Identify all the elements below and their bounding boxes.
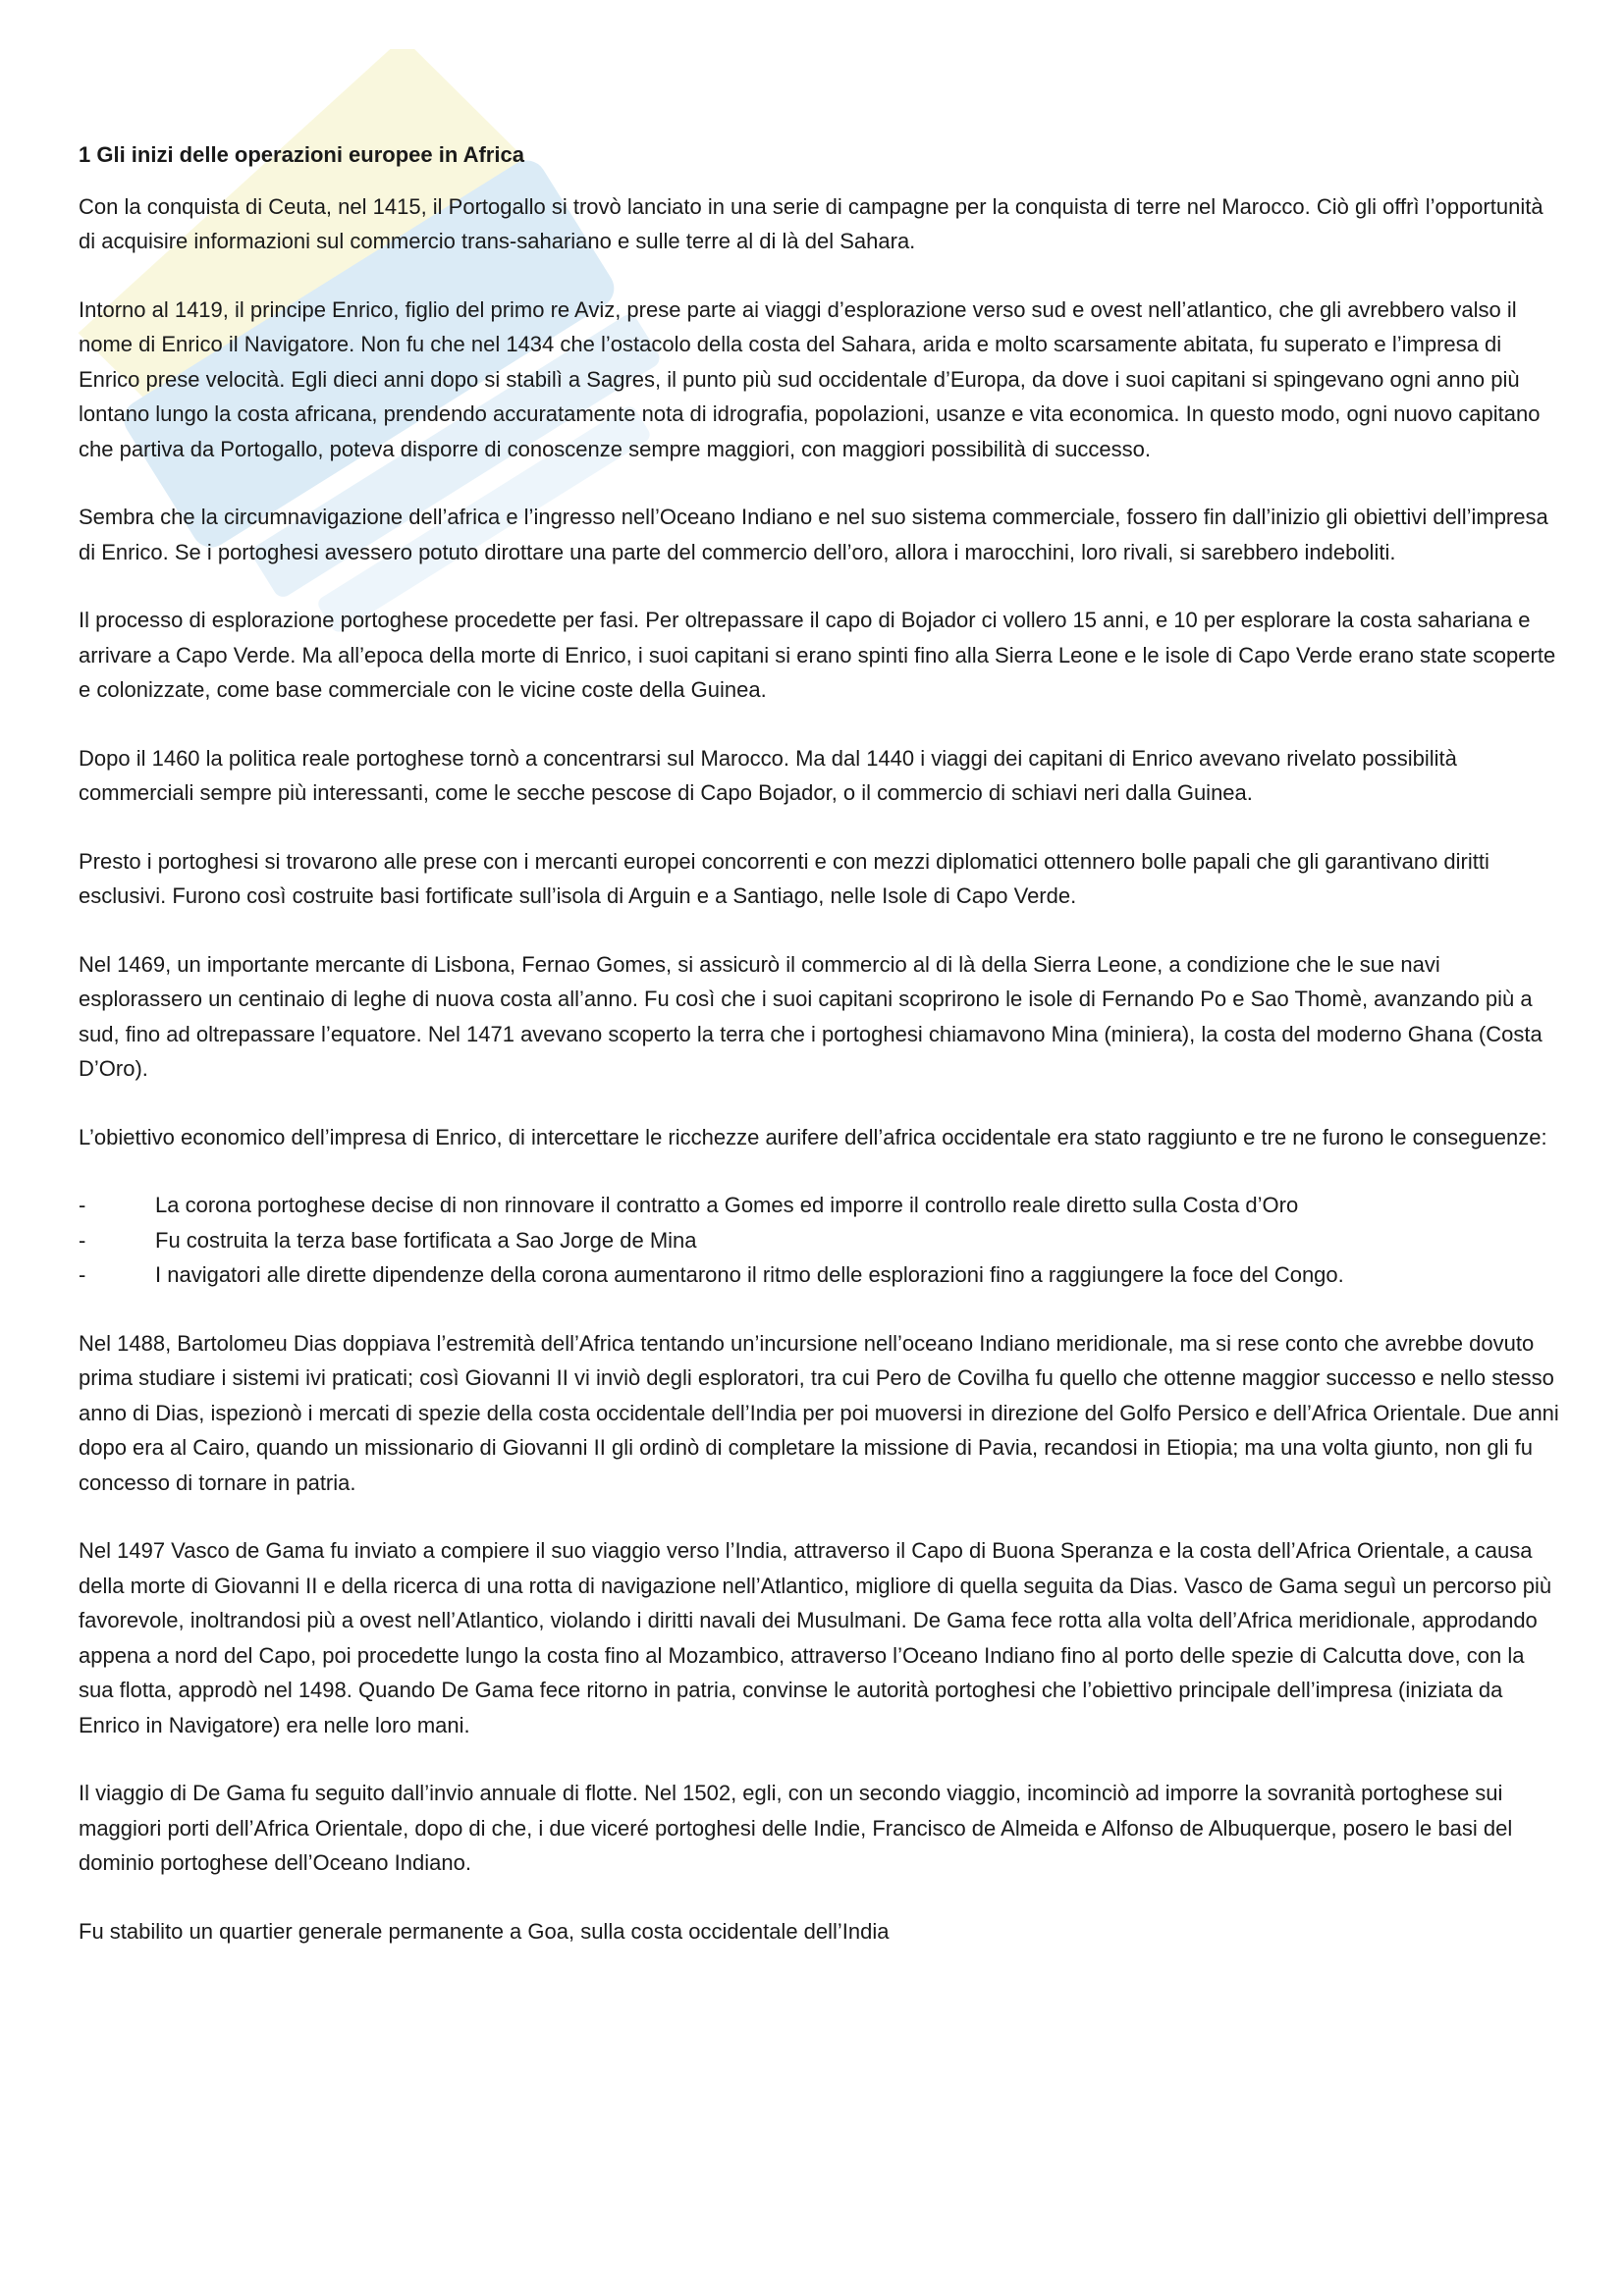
paragraph: L’obiettivo economico dell’impresa di Enrico, di intercettare le ricchezze aurifere dell’africa occidentale era stato raggiunto e tre ne furono le conseguenze:: [79, 1124, 1547, 1149]
list-item-text: Fu costruita la terza base fortificata a Sao Jorge de Mina: [155, 1227, 697, 1253]
paragraph: Presto i portoghesi si trovarono alle prese con i mercanti europei concorrenti e con mezzi diplomatici ottennero bolle papali che gli garantivano diritti esclusivi. Furono così costruite basi fortificate sull’isola di Arguin e a Santiago, nelle Isole di Capo Verde.: [79, 848, 1489, 908]
paragraph: Nel 1497 Vasco de Gama fu inviato a compiere il suo viaggio verso l’India, attraverso il Capo di Buona Speranza e la costa dell’Africa Orientale, a causa della morte di Giovanni II e della ricerca di una rotta di navigazione nell’Atlantico, migliore di quella seguita da Dias. Vasco de Gama seguì un percorso più favorevole, inoltrandosi più a ovest nell’Atlantico, violando i diritti navali dei Musulmani. De Gama fece rotta alla volta dell’Africa meridionale, approdando appena a nord del Capo, poi procedette lungo la costa fino al Mozambico, attraverso l’Oceano Indiano fino al porto delle spezie di Calcutta dove, con la sua flotta, approdò nel 1498. Quando De Gama fece ritorno in patria, convinse le autorità portoghesi che l’obiettivo principale dell’impresa (iniziata da Enrico in Navigatore) era nelle loro mani.: [79, 1538, 1552, 1737]
paragraph: Sembra che la circumnavigazione dell’africa e l’ingresso nell’Oceano Indiano e nel suo sistema commerciale, fossero fin dall’inizio gli obiettivi dell’impresa di Enrico. Se i portoghesi avessero potuto dirottare una parte del commercio dell’oro, allora i marocchini, loro rivali, si sarebbero indeboliti.: [79, 505, 1548, 564]
paragraph: Fu stabilito un quartier generale permanente a Goa, sulla costa occidentale dell’India: [79, 1918, 890, 1944]
list-item-text: La corona portoghese decise di non rinnovare il contratto a Gomes ed imporre il controllo reale diretto sulla Costa d’Oro: [155, 1193, 1299, 1217]
paragraph: Con la conquista di Ceuta, nel 1415, il Portogallo si trovò lanciato in una serie di campagne per la conquista di terre nel Marocco. Ciò gli offrì l’opportunità di acquisire informazioni sul commercio trans-sahariano e sulle terre al di là del Sahara.: [79, 193, 1543, 253]
document-body: [79, 137, 1561, 1982]
paragraph: Intorno al 1419, il principe Enrico, figlio del primo re Aviz, prese parte ai viaggi d’esplorazione verso sud e ovest nell’atlantico, che gli avrebbero valso il nome di Enrico il Navigatore. Non fu che nel 1434 che l’ostacolo della costa del Sahara, arida e molto scarsamente abitata, fu superato e l’impresa di Enrico prese velocità. Egli dieci anni dopo si stabilì a Sagres, il punto più sud occidentale d’Europa, da dove i suoi capitani si spingevano ogni anno più lontano lungo la costa africana, prendendo accuratamente nota di idrografia, popolazioni, usanze e vita economica. In questo modo, ogni nuovo capitano che partiva da Portogallo, poteva disporre di conoscenze sempre maggiori, con maggiori possibilità di successo.: [79, 296, 1541, 461]
list-item: [79, 1188, 1561, 1223]
paragraph: Il viaggio di De Gama fu seguito dall’invio annuale di flotte. Nel 1502, egli, con un secondo viaggio, incominciò ad imporre la sovranità portoghese sui maggiori porti dell’Africa Orientale, dopo di che, i due viceré portoghesi delle Indie, Francisco de Almeida e Alfonso de Albuquerque, posero le basi del dominio portoghese dell’Oceano Indiano.: [79, 1781, 1513, 1875]
paragraph: Nel 1469, un importante mercante di Lisbona, Fernao Gomes, si assicurò il commercio al di là della Sierra Leone, a condizione che le sue navi esplorassero un centinaio di leghe di nuova costa all’anno. Fu così che i suoi capitani scoprirono le isole di Fernando Po e Sao Thomè, avanzando più a sud, fino ad oltrepassare l’equatore. Nel 1471 avevano scoperto la terra che i portoghesi chiamavono Mina (miniera), la costa del moderno Ghana (Costa D’Oro).: [79, 951, 1543, 1081]
paragraph: Nel 1488, Bartolomeu Dias doppiava l’estremità dell’Africa tentando un’incursione nell’oceano Indiano meridionale, ma si rese conto che avrebbe dovuto prima studiare i sistemi ivi praticati; così Giovanni II vi inviò degli esploratori, tra cui Pero de Covilha fu quello che ottenne maggior successo e nello stesso anno di Dias, ispezionò i mercati di spezie della costa occidentale dell’India per poi muoversi in direzione del Golfo Persico e dell’Africa Orientale. Due anni dopo era al Cairo, quando un missionario di Giovanni II gli ordinò di completare la missione di Pavia, recandosi in Etiopia; ma una volta giunto, non gli fu concesso di tornare in patria.: [79, 1330, 1559, 1495]
list-item: [79, 1223, 1561, 1258]
list-dash: -: [79, 1262, 86, 1287]
paragraph: Dopo il 1460 la politica reale portoghese tornò a concentrarsi sul Marocco. Ma dal 1440 i viaggi dei capitani di Enrico avevano rivelato possibilità commerciali sempre più interessanti, come le secche pescose di Capo Bojador, o il commercio di schiavi neri dalla Guinea.: [79, 745, 1457, 805]
list-item-text: I navigatori alle dirette dipendenze della corona aumentarono il ritmo delle esplorazioni fino a raggiungere la foce del Congo.: [155, 1262, 1344, 1287]
list-dash: -: [79, 1193, 86, 1217]
list-item: [79, 1257, 1561, 1293]
list-dash: -: [79, 1227, 86, 1253]
paragraph: Il processo di esplorazione portoghese procedette per fasi. Per oltrepassare il capo di Bojador ci vollero 15 anni, e 10 per esplorare la costa sahariana e arrivare a Capo Verde. Ma all’epoca della morte di Enrico, i suoi capitani si erano spinti fino alla Sierra Leone e le isole di Capo Verde erano state scoperte e colonizzate, come base commerciale con le vicine coste della Guinea.: [79, 608, 1556, 702]
consequences-list: [79, 1188, 1561, 1293]
section-heading: 1 Gli inizi delle operazioni europee in Africa: [79, 142, 524, 167]
